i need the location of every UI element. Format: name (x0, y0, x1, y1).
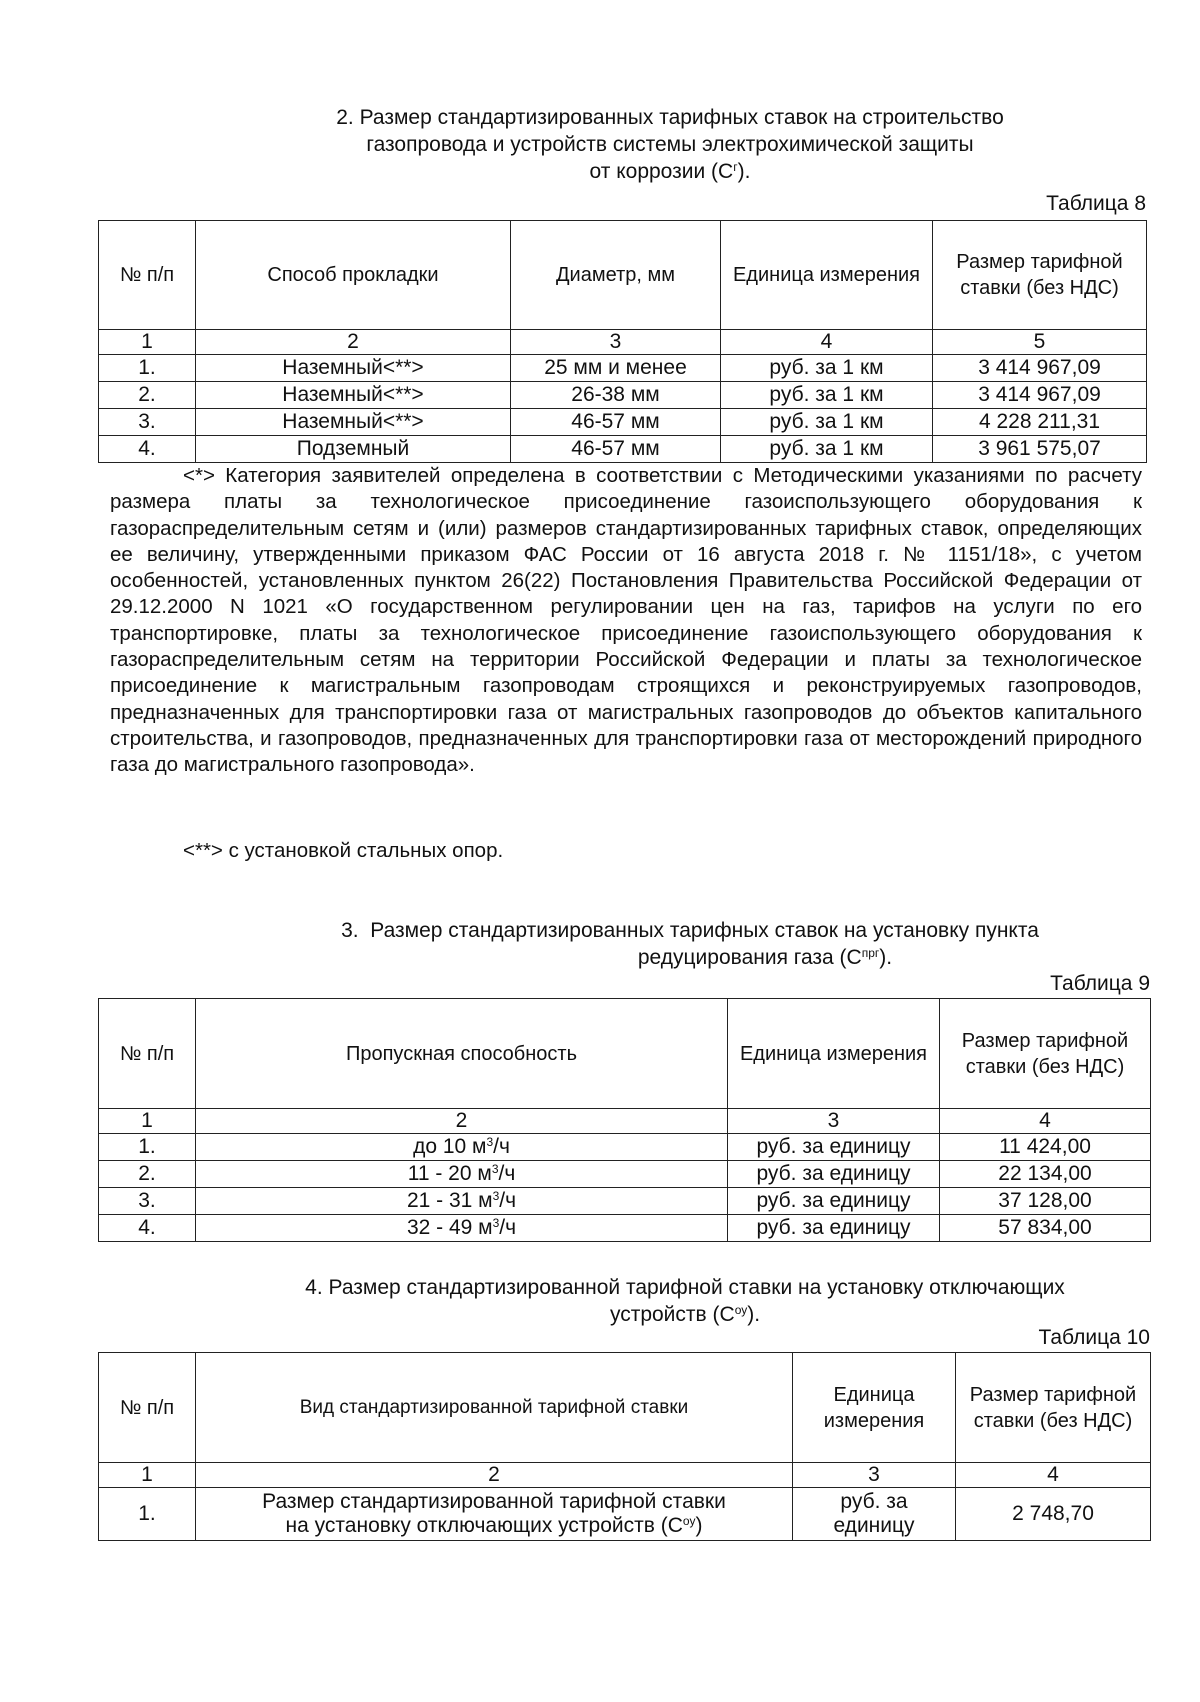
header-cell: № п/п (99, 221, 196, 330)
header-cell: Единица измерения (721, 221, 933, 330)
table-8-caption: Таблица 8 (1046, 192, 1146, 215)
footnote-steel-supports: <**> с установкой стальных опор. (183, 839, 504, 862)
row-number: 2. (99, 1161, 196, 1188)
header-cell: Единица измерения (793, 1353, 956, 1463)
rate: 2 748,70 (956, 1488, 1151, 1541)
section-2-heading-line3: от коррозии $(С^г)$. (589, 160, 751, 183)
unit: руб. за 1 км (721, 355, 933, 382)
unit: руб. за 1 км (721, 436, 933, 463)
footnote-category: <*> Категория заявителей определена в соответствии с Методическими указаниями по расчету размера платы за технологическое присоединение газоиспользующего оборудования к газораспределительным сетям и (или) размеров стандартизированных тарифных ставок, определяющих ее величину, утвержденными приказом ФАС России от 16 августа 2018 г. № 1151/18», с учетом особенностей, установленных пунктом 26(22) Постановления Правительства Российской Федерации от 29.12.2000 N 1021 «О государственном регулировании цен на газ, тарифов на услуги по его транспортировке, платы за технологическое присоединение газоиспользующего оборудования к газораспределительным сетям на территории Российской Федерации и платы за технологическое присоединение к магистральным газопроводам строящихся и реконструируемых газопроводов, предназначенных для транспортировки газа от магистральных газопроводов до объектов капитального строительства, и газопроводов, предназначенных для транспортировки газа от месторождений природного газа до магистрального газопровода». (110, 464, 1142, 777)
laying-method: Наземный<**> (196, 355, 511, 382)
section-3-heading-line1: 3. Размер стандартизированных тарифных ставок на установку пункта (341, 919, 1039, 942)
column-number: 2 (196, 330, 511, 355)
section-4-heading-line1: 4. Размер стандартизированной тарифной ставки на установку отключающих (305, 1276, 1065, 1299)
column-number: 4 (940, 1109, 1151, 1134)
column-number: 3 (793, 1463, 956, 1488)
column-number: 4 (956, 1463, 1151, 1488)
row-number: 3. (99, 409, 196, 436)
table-8 (98, 220, 1147, 463)
table-header-row (99, 221, 1147, 330)
diameter: 26-38 мм (511, 382, 721, 409)
header-cell: Размер тарифной ставки (без НДС) (940, 999, 1151, 1109)
table-row (99, 382, 1147, 409)
unit: руб. за единицу (728, 1188, 940, 1215)
unit: руб. за единицу (728, 1161, 940, 1188)
unit: руб. за единицу (793, 1488, 956, 1541)
table-row (99, 1488, 1151, 1541)
column-number-row (99, 330, 1147, 355)
header-cell: № п/п (99, 999, 196, 1109)
laying-method: Наземный<**> (196, 382, 511, 409)
diameter: 46-57 мм (511, 436, 721, 463)
column-number: 4 (721, 330, 933, 355)
table-row (99, 409, 1147, 436)
section-4-heading (225, 1274, 1145, 1328)
row-number: 2. (99, 382, 196, 409)
rate-kind: Размер стандартизированной тарифной ставки на установку отключающих устройств $(С^{оу})$ (196, 1488, 793, 1541)
rate: 3 961 575,07 (933, 436, 1147, 463)
rate: 57 834,00 (940, 1215, 1151, 1242)
diameter: 25 мм и менее (511, 355, 721, 382)
capacity: 11 - 20 $м^3/ч$ (196, 1161, 728, 1188)
diameter: 46-57 мм (511, 409, 721, 436)
row-number: 4. (99, 1215, 196, 1242)
header-cell: Размер тарифной ставки (без НДС) (956, 1353, 1151, 1463)
row-number: 1. (99, 1488, 196, 1541)
section-4-heading-line2: устройств $(С^{оу})$. (609, 1303, 761, 1326)
rate: 4 228 211,31 (933, 409, 1147, 436)
column-number-row (99, 1109, 1151, 1134)
rate: 22 134,00 (940, 1161, 1151, 1188)
row-number: 1. (99, 1134, 196, 1161)
column-number: 1 (99, 330, 196, 355)
table-row (99, 1215, 1151, 1242)
row-number: 3. (99, 1188, 196, 1215)
header-cell: Способ прокладки (196, 221, 511, 330)
laying-method: Наземный<**> (196, 409, 511, 436)
rate: 37 128,00 (940, 1188, 1151, 1215)
capacity: 21 - 31 $м^3/ч$ (196, 1188, 728, 1215)
table-9-caption: Таблица 9 (1050, 972, 1150, 995)
table-10 (98, 1352, 1151, 1541)
section-2-heading-line2: газопровода и устройств системы электрохимической защиты (366, 133, 974, 156)
header-cell: Единица измерения (728, 999, 940, 1109)
column-number: 1 (99, 1109, 196, 1134)
column-number: 2 (196, 1109, 728, 1134)
section-2-heading-line1: 2. Размер стандартизированных тарифных ставок на строительство (336, 106, 1004, 129)
header-cell: Диаметр, мм (511, 221, 721, 330)
rate: 11 424,00 (940, 1134, 1151, 1161)
capacity: до 10 $м^3/ч$ (196, 1134, 728, 1161)
column-number: 5 (933, 330, 1147, 355)
unit: руб. за единицу (728, 1134, 940, 1161)
section-3-heading (240, 917, 1140, 971)
table-row (99, 1161, 1151, 1188)
header-cell: Размер тарифной ставки (без НДС) (933, 221, 1147, 330)
section-2-heading (230, 104, 1110, 185)
header-cell: Вид стандартизированной тарифной ставки (196, 1353, 793, 1463)
column-number: 3 (728, 1109, 940, 1134)
column-number: 2 (196, 1463, 793, 1488)
capacity: 32 - 49 $м^3/ч$ (196, 1215, 728, 1242)
table-row (99, 436, 1147, 463)
unit: руб. за 1 км (721, 382, 933, 409)
row-number: 4. (99, 436, 196, 463)
rate: 3 414 967,09 (933, 382, 1147, 409)
table-header-row (99, 999, 1151, 1109)
laying-method: Подземный (196, 436, 511, 463)
table-header-row (99, 1353, 1151, 1463)
unit: руб. за 1 км (721, 409, 933, 436)
table-9 (98, 998, 1151, 1242)
table-row (99, 1134, 1151, 1161)
rate: 3 414 967,09 (933, 355, 1147, 382)
column-number-row (99, 1463, 1151, 1488)
section-3-heading-line2: редуцирования газа $(С^{прг})$. (637, 946, 893, 969)
row-number: 1. (99, 355, 196, 382)
table-row (99, 355, 1147, 382)
header-cell: № п/п (99, 1353, 196, 1463)
table-10-caption: Таблица 10 (1038, 1326, 1150, 1349)
column-number: 3 (511, 330, 721, 355)
unit: руб. за единицу (728, 1215, 940, 1242)
table-row (99, 1188, 1151, 1215)
column-number: 1 (99, 1463, 196, 1488)
header-cell: Пропускная способность (196, 999, 728, 1109)
